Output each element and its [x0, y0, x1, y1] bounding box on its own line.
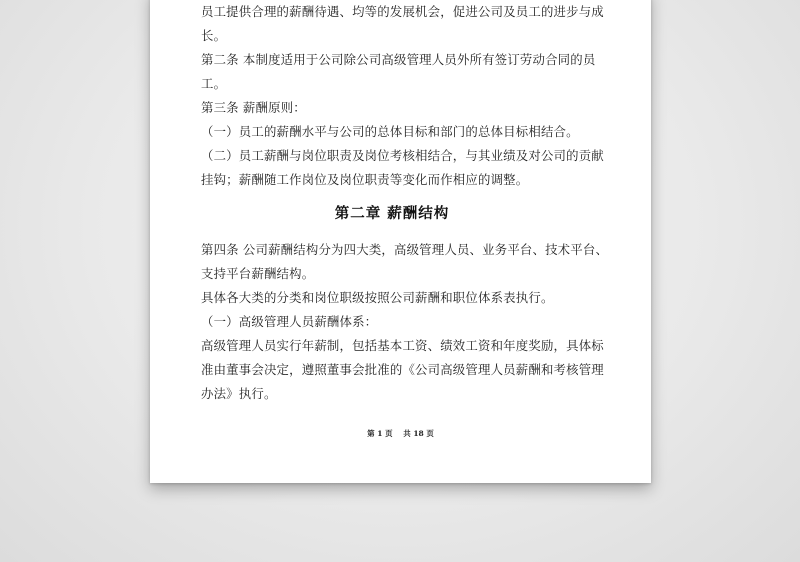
- text-line: （一）高级管理人员薪酬体系：: [201, 314, 378, 329]
- text-line: 工。: [201, 76, 227, 91]
- text-line: 办法》执行。: [201, 386, 277, 401]
- text-line: 第二条 本制度适用于公司除公司高级管理人员外所有签订劳动合同的员: [201, 52, 596, 67]
- document-body: [201, 0, 609, 406]
- total-pages: 共 18 页: [403, 429, 434, 438]
- text-line: （二）员工薪酬与岗位职责及岗位考核相结合，与其业绩及对公司的贡献: [201, 148, 604, 163]
- text-line: 第三条 薪酬原则：: [201, 100, 306, 115]
- text-line: 挂钩；薪酬随工作岗位及岗位职责等变化而作相应的调整。: [201, 172, 529, 187]
- text-line: 第四条 公司薪酬结构分为四大类，高级管理人员、业务平台、技术平台、: [201, 242, 609, 257]
- text-line: 准由董事会决定，遵照董事会批准的《公司高级管理人员薪酬和考核管理: [201, 362, 604, 377]
- page-footer: [150, 428, 651, 439]
- text-line: 支持平台薪酬结构。: [201, 266, 315, 281]
- text-line: 员工提供合理的薪酬待遇、均等的发展机会，促进公司及员工的进步与成: [201, 4, 604, 19]
- text-line: 高级管理人员实行年薪制，包括基本工资、绩效工资和年度奖励，具体标: [201, 338, 604, 353]
- chapter-heading: 第二章 薪酬结构: [334, 205, 450, 222]
- page-number: 第 1 页: [367, 429, 393, 438]
- text-line: （一）员工的薪酬水平与公司的总体目标和部门的总体目标相结合。: [201, 124, 579, 139]
- text-line: 长。: [201, 28, 227, 43]
- text-line: 具体各大类的分类和岗位职级按照公司薪酬和职位体系表执行。: [201, 290, 554, 305]
- document-page: [150, 0, 651, 483]
